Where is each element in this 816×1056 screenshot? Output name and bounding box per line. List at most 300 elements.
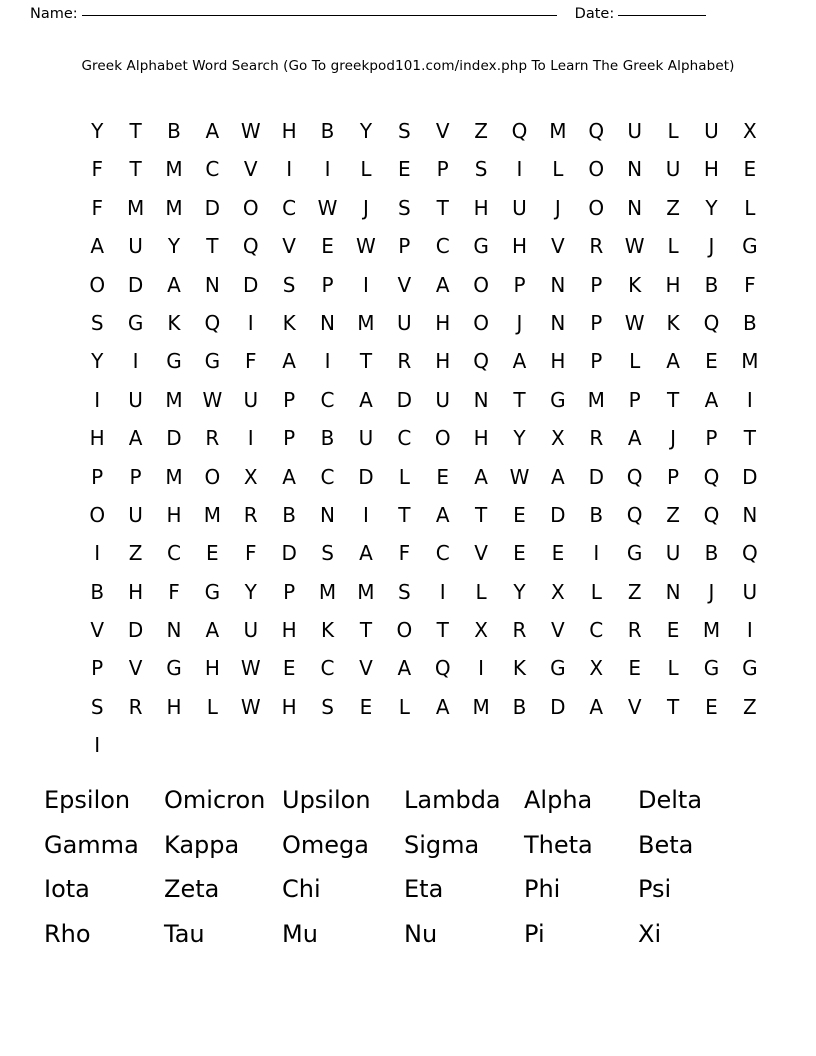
grid-letter: P bbox=[283, 387, 296, 412]
grid-letter: H bbox=[89, 426, 105, 451]
grid-letter: H bbox=[511, 234, 528, 259]
word-list-item[interactable]: Mu bbox=[282, 919, 318, 948]
word-list-item[interactable]: Gamma bbox=[44, 830, 139, 859]
grid-letter: U bbox=[742, 579, 758, 604]
grid-letter: T bbox=[436, 195, 449, 220]
grid-letter: E bbox=[666, 618, 680, 643]
grid-letter: G bbox=[626, 541, 643, 566]
word-list-item[interactable]: Phi bbox=[524, 875, 561, 904]
grid-letter: C bbox=[320, 656, 335, 681]
grid-letter: V bbox=[551, 618, 565, 643]
grid-letter: G bbox=[473, 234, 489, 259]
grid-letter: W bbox=[624, 234, 645, 259]
grid-letter: T bbox=[206, 234, 219, 259]
grid-letter: E bbox=[705, 349, 718, 374]
grid-letter: S bbox=[397, 195, 411, 220]
grid-letter: Q bbox=[703, 502, 720, 527]
grid-letter: A bbox=[435, 272, 450, 297]
grid-letter: A bbox=[128, 426, 143, 451]
grid-letter: I bbox=[516, 157, 523, 182]
grid-letter: G bbox=[204, 579, 221, 604]
grid-letter: W bbox=[240, 694, 261, 719]
grid-letter: B bbox=[589, 502, 604, 527]
grid-letter: Y bbox=[91, 119, 104, 143]
grid-letter: M bbox=[549, 119, 567, 143]
grid-letter: Y bbox=[705, 195, 718, 220]
grid-letter: L bbox=[552, 157, 564, 182]
grid-letter: L bbox=[667, 656, 679, 681]
grid-letter: C bbox=[166, 541, 181, 566]
grid-letter: G bbox=[742, 234, 758, 259]
grid-letter: E bbox=[282, 656, 296, 681]
grid-letter: H bbox=[281, 119, 297, 143]
grid-letter: B bbox=[704, 541, 719, 566]
grid-letter: E bbox=[628, 656, 641, 681]
grid-letter: M bbox=[203, 502, 221, 527]
grid-letter: U bbox=[512, 195, 527, 220]
grid-letter: N bbox=[473, 387, 489, 412]
grid-letter: C bbox=[320, 387, 335, 412]
grid-letter: I bbox=[94, 733, 101, 758]
grid-letter: Q bbox=[511, 119, 528, 143]
grid-letter: U bbox=[665, 157, 681, 182]
word-list-item[interactable]: Upsilon bbox=[282, 786, 371, 815]
grid-letter: E bbox=[398, 157, 411, 182]
grid-letter: N bbox=[665, 579, 681, 604]
grid-letter: M bbox=[165, 195, 183, 220]
grid-letter: G bbox=[703, 656, 720, 681]
grid-letter: I bbox=[362, 502, 369, 527]
grid-letter: Q bbox=[626, 464, 643, 489]
grid-letter: M bbox=[702, 618, 721, 643]
word-list-item[interactable]: Chi bbox=[282, 875, 321, 904]
grid-letter: D bbox=[396, 387, 413, 412]
grid-letter: M bbox=[165, 464, 183, 489]
grid-letter: W bbox=[356, 234, 376, 259]
grid-letter: U bbox=[665, 541, 681, 566]
grid-letter: U bbox=[128, 234, 143, 259]
grid-letter: T bbox=[436, 618, 449, 643]
grid-letter: P bbox=[590, 272, 603, 297]
grid-letter: C bbox=[589, 618, 604, 643]
grid-letter: A bbox=[359, 541, 373, 566]
grid-letter: V bbox=[128, 656, 143, 681]
grid-letter: I bbox=[439, 579, 446, 604]
grid-letter: M bbox=[741, 349, 759, 374]
grid-letter: T bbox=[743, 426, 756, 451]
grid-letter: D bbox=[550, 502, 566, 527]
grid-letter: I bbox=[247, 426, 254, 451]
grid-letter: Z bbox=[474, 119, 488, 143]
grid-letter: P bbox=[321, 272, 334, 297]
grid-letter: T bbox=[513, 387, 526, 412]
grid-letter: O bbox=[89, 502, 106, 527]
grid-letter: D bbox=[204, 195, 221, 220]
grid-letter: G bbox=[742, 656, 758, 681]
grid-letter: Y bbox=[513, 426, 526, 451]
grid-letter: S bbox=[282, 272, 296, 297]
grid-letter: L bbox=[360, 157, 372, 182]
puzzle-title: Greek Alphabet Word Search (Go To greekpod101.com/index.php To Learn The Greek Alphabet) bbox=[81, 58, 735, 74]
grid-letter: H bbox=[128, 579, 144, 604]
grid-letter: T bbox=[474, 502, 488, 527]
grid-letter: J bbox=[708, 234, 715, 259]
grid-letter: I bbox=[324, 157, 331, 182]
grid-letter: R bbox=[205, 426, 220, 451]
grid-letter: K bbox=[167, 310, 181, 335]
word-list-item[interactable]: Nu bbox=[404, 919, 438, 948]
grid-letter: P bbox=[590, 349, 603, 374]
grid-letter: D bbox=[358, 464, 374, 489]
grid-letter: X bbox=[474, 618, 488, 643]
grid-letter: C bbox=[205, 157, 220, 182]
grid-letter: B bbox=[90, 579, 105, 604]
grid-letter: V bbox=[243, 157, 258, 182]
grid-letter: V bbox=[551, 234, 565, 259]
grid-letter: A bbox=[205, 618, 220, 643]
grid-letter: V bbox=[90, 618, 105, 643]
word-list-item[interactable]: Rho bbox=[44, 919, 91, 948]
grid-letter: A bbox=[205, 119, 220, 143]
grid-letter: Q bbox=[626, 502, 643, 527]
grid-letter: W bbox=[509, 464, 530, 489]
grid-letter: J bbox=[362, 195, 369, 220]
grid-letter: D bbox=[281, 541, 297, 566]
grid-letter: M bbox=[318, 579, 337, 604]
letter-grid bbox=[78, 112, 759, 765]
header bbox=[0, 0, 816, 28]
grid-letter: V bbox=[282, 234, 296, 259]
grid-letter: G bbox=[550, 387, 566, 412]
grid-letter: Y bbox=[359, 119, 373, 143]
grid-letter: N bbox=[742, 502, 758, 527]
word-list-item[interactable]: Tau bbox=[164, 919, 205, 948]
grid-letter: N bbox=[166, 618, 182, 643]
grid-letter: O bbox=[434, 426, 451, 451]
grid-letter: W bbox=[240, 656, 261, 681]
grid-letter: G bbox=[166, 656, 182, 681]
grid-letter: B bbox=[704, 272, 719, 297]
grid-letter: L bbox=[206, 694, 218, 719]
grid-letter: O bbox=[204, 464, 221, 489]
grid-letter: X bbox=[243, 464, 258, 489]
grid-letter: C bbox=[435, 234, 450, 259]
grid-letter: F bbox=[91, 195, 103, 220]
grid-letter: Q bbox=[204, 310, 221, 335]
date-write-line[interactable] bbox=[618, 15, 706, 16]
grid-letter: H bbox=[703, 157, 719, 182]
grid-letter: D bbox=[166, 426, 182, 451]
grid-letter: D bbox=[550, 694, 566, 719]
grid-letter: P bbox=[590, 310, 603, 335]
grid-letter: A bbox=[397, 656, 412, 681]
grid-letter: Z bbox=[742, 694, 757, 719]
grid-letter: Q bbox=[473, 349, 489, 374]
grid-letter: B bbox=[167, 119, 181, 143]
word-list-item[interactable]: Lambda bbox=[404, 786, 501, 815]
grid-letter: U bbox=[397, 310, 412, 335]
grid-letter: Q bbox=[434, 656, 451, 681]
grid-letter: N bbox=[550, 310, 566, 335]
grid-letter: V bbox=[359, 656, 373, 681]
grid-letter: J bbox=[670, 426, 676, 451]
grid-letter: U bbox=[243, 618, 259, 643]
grid-letter: M bbox=[165, 157, 183, 182]
grid-letter: A bbox=[551, 464, 565, 489]
grid-letter: W bbox=[624, 310, 645, 335]
grid-letter: N bbox=[320, 310, 336, 335]
grid-letter: U bbox=[128, 387, 143, 412]
grid-letter: U bbox=[243, 387, 259, 412]
grid-letter: D bbox=[243, 272, 259, 297]
grid-letter: L bbox=[398, 464, 410, 489]
grid-letter: O bbox=[588, 195, 605, 220]
word-list-item[interactable]: Psi bbox=[638, 875, 672, 904]
grid-letter: Z bbox=[666, 195, 680, 220]
grid-letter: T bbox=[666, 387, 680, 412]
grid-letter: F bbox=[91, 157, 103, 182]
grid-letter: Q bbox=[588, 119, 605, 143]
word-list bbox=[44, 778, 774, 956]
grid-letter: K bbox=[320, 618, 335, 643]
grid-letter: V bbox=[397, 272, 412, 297]
grid-letter: R bbox=[589, 426, 604, 451]
word-list-item[interactable]: Omicron bbox=[164, 786, 266, 815]
date-label: Date: bbox=[574, 6, 615, 22]
grid-letter: I bbox=[94, 387, 101, 412]
grid-letter: M bbox=[357, 310, 375, 335]
grid-letter: A bbox=[435, 502, 450, 527]
word-list-item[interactable]: Iota bbox=[44, 875, 90, 904]
grid-letter: A bbox=[512, 349, 527, 374]
grid-letter: Z bbox=[627, 579, 642, 604]
grid-letter: D bbox=[588, 464, 604, 489]
grid-letter: Y bbox=[167, 234, 181, 259]
grid-letter: G bbox=[204, 349, 221, 374]
grid-letter: E bbox=[705, 694, 718, 719]
grid-letter: A bbox=[282, 464, 296, 489]
grid-letter: S bbox=[321, 541, 334, 566]
grid-letter: D bbox=[742, 464, 758, 489]
grid-letter: P bbox=[283, 426, 296, 451]
grid-letter: H bbox=[435, 310, 451, 335]
word-list-item[interactable]: Theta bbox=[524, 830, 593, 859]
grid-letter: V bbox=[474, 541, 488, 566]
grid-letter: I bbox=[247, 310, 254, 335]
grid-letter: K bbox=[666, 310, 680, 335]
grid-letter: F bbox=[245, 349, 257, 374]
grid-letter: S bbox=[397, 119, 411, 143]
grid-letter: I bbox=[132, 349, 139, 374]
word-list-item[interactable]: Sigma bbox=[404, 830, 480, 859]
grid-letter: G bbox=[127, 310, 144, 335]
grid-letter: A bbox=[435, 694, 450, 719]
grid-letter: G bbox=[550, 656, 566, 681]
grid-letter: U bbox=[704, 119, 719, 143]
grid-letter: E bbox=[206, 541, 219, 566]
grid-letter: E bbox=[743, 157, 757, 182]
grid-letter: F bbox=[168, 579, 180, 604]
grid-letter: H bbox=[665, 272, 681, 297]
grid-letter: N bbox=[550, 272, 566, 297]
grid-letter: W bbox=[317, 195, 338, 220]
grid-letter: R bbox=[243, 502, 258, 527]
grid-letter: T bbox=[129, 157, 142, 182]
grid-letter: I bbox=[362, 272, 369, 297]
grid-letter: V bbox=[627, 694, 642, 719]
grid-letter: A bbox=[282, 349, 296, 374]
grid-letter: B bbox=[512, 694, 527, 719]
grid-letter: P bbox=[91, 656, 104, 681]
grid-letter: R bbox=[512, 618, 527, 643]
grid-letter: L bbox=[629, 349, 641, 374]
grid-letter: R bbox=[128, 694, 143, 719]
grid-letter: M bbox=[357, 579, 375, 604]
grid-letter: E bbox=[359, 694, 373, 719]
grid-letter: E bbox=[513, 541, 526, 566]
grid-letter: A bbox=[359, 387, 373, 412]
grid-letter: D bbox=[127, 272, 144, 297]
grid-letter: B bbox=[320, 119, 335, 143]
grid-letter: J bbox=[516, 310, 523, 335]
grid-letter: I bbox=[593, 541, 600, 566]
grid-letter: I bbox=[286, 157, 293, 182]
grid-letter: R bbox=[627, 618, 642, 643]
grid-letter: X bbox=[589, 656, 604, 681]
grid-letter: E bbox=[513, 502, 526, 527]
grid-letter: G bbox=[166, 349, 182, 374]
grid-letter: I bbox=[746, 618, 753, 643]
grid-letter: I bbox=[478, 656, 485, 681]
grid-letter: U bbox=[627, 119, 642, 143]
grid-letter: P bbox=[283, 579, 296, 604]
grid-letter: T bbox=[398, 502, 411, 527]
grid-letter: A bbox=[704, 387, 719, 412]
word-list-item[interactable]: Delta bbox=[638, 786, 703, 815]
grid-letter: T bbox=[129, 119, 142, 143]
grid-letter: L bbox=[744, 195, 756, 220]
word-list-item[interactable]: Zeta bbox=[164, 875, 220, 904]
grid-letter: Q bbox=[242, 234, 259, 259]
grid-letter: Q bbox=[703, 464, 720, 489]
grid-letter: T bbox=[359, 618, 373, 643]
grid-letter: C bbox=[320, 464, 335, 489]
grid-letter: S bbox=[321, 694, 334, 719]
name-write-line[interactable] bbox=[82, 15, 557, 16]
grid-letter: M bbox=[472, 694, 490, 719]
grid-letter: N bbox=[627, 157, 643, 182]
grid-letter: O bbox=[473, 310, 489, 335]
grid-letter: U bbox=[358, 426, 374, 451]
grid-letter: A bbox=[666, 349, 680, 374]
grid-letter: W bbox=[240, 119, 261, 143]
grid-letter: O bbox=[89, 272, 106, 297]
grid-letter: O bbox=[396, 618, 413, 643]
grid-letter: S bbox=[90, 310, 104, 335]
grid-letter: O bbox=[473, 272, 489, 297]
word-list-item[interactable]: Omega bbox=[282, 830, 369, 859]
grid-letter: K bbox=[628, 272, 642, 297]
grid-letter: L bbox=[667, 119, 679, 143]
grid-letter: P bbox=[513, 272, 526, 297]
name-label: Name: bbox=[30, 6, 78, 22]
grid-letter: H bbox=[166, 502, 182, 527]
grid-letter: J bbox=[708, 579, 715, 604]
grid-letter: N bbox=[627, 195, 643, 220]
grid-letter: A bbox=[589, 694, 604, 719]
grid-letter: P bbox=[129, 464, 142, 489]
grid-letter: O bbox=[242, 195, 259, 220]
grid-letter: C bbox=[397, 426, 412, 451]
grid-letter: H bbox=[550, 349, 566, 374]
grid-letter: A bbox=[627, 426, 642, 451]
grid-letter: A bbox=[167, 272, 181, 297]
grid-letter: H bbox=[473, 195, 489, 220]
grid-letter: N bbox=[204, 272, 220, 297]
grid-letter: P bbox=[628, 387, 641, 412]
date-field-group bbox=[575, 6, 707, 22]
grid-letter: U bbox=[128, 502, 143, 527]
grid-letter: H bbox=[281, 618, 297, 643]
grid-letter: Z bbox=[128, 541, 143, 566]
grid-letter: S bbox=[474, 157, 488, 182]
grid-letter: B bbox=[742, 310, 757, 335]
grid-letter: A bbox=[474, 464, 488, 489]
grid-letter: R bbox=[397, 349, 412, 374]
word-list-item[interactable]: Eta bbox=[404, 875, 444, 904]
word-list-item[interactable]: Beta bbox=[638, 830, 694, 859]
word-list-item[interactable]: Alpha bbox=[524, 786, 593, 815]
grid-letter: S bbox=[90, 694, 104, 719]
grid-letter: B bbox=[282, 502, 297, 527]
word-list-item[interactable]: Kappa bbox=[164, 830, 240, 859]
grid-letter: P bbox=[436, 157, 449, 182]
grid-letter: V bbox=[435, 119, 450, 143]
word-list-item[interactable]: Epsilon bbox=[44, 786, 131, 815]
grid-letter: P bbox=[398, 234, 411, 259]
grid-letter: R bbox=[589, 234, 604, 259]
grid-letter: I bbox=[94, 541, 101, 566]
grid-letter: K bbox=[512, 656, 527, 681]
grid-letter: H bbox=[435, 349, 451, 374]
grid-letter: J bbox=[554, 195, 561, 220]
grid-letter: X bbox=[742, 119, 757, 143]
grid-letter: L bbox=[590, 579, 602, 604]
grid-letter: K bbox=[282, 310, 296, 335]
grid-letter: X bbox=[551, 579, 565, 604]
word-list-item[interactable]: Xi bbox=[638, 919, 662, 948]
grid-letter: O bbox=[588, 157, 605, 182]
grid-letter: Z bbox=[666, 502, 680, 527]
grid-letter: A bbox=[90, 234, 105, 259]
grid-letter: W bbox=[202, 387, 223, 412]
grid-letter: B bbox=[320, 426, 335, 451]
grid-letter: M bbox=[165, 387, 183, 412]
grid-letter: M bbox=[587, 387, 605, 412]
grid-letter: I bbox=[324, 349, 331, 374]
grid-letter: H bbox=[166, 694, 182, 719]
grid-letter: H bbox=[204, 656, 220, 681]
grid-letter: P bbox=[91, 464, 104, 489]
grid-letter: L bbox=[475, 579, 487, 604]
grid-letter: F bbox=[398, 541, 411, 566]
grid-letter: Y bbox=[244, 579, 257, 604]
name-field-group bbox=[30, 6, 557, 22]
grid-letter: Y bbox=[91, 349, 104, 374]
grid-letter: Q bbox=[741, 541, 758, 566]
grid-letter: F bbox=[245, 541, 257, 566]
word-list-item[interactable]: Pi bbox=[524, 919, 545, 948]
